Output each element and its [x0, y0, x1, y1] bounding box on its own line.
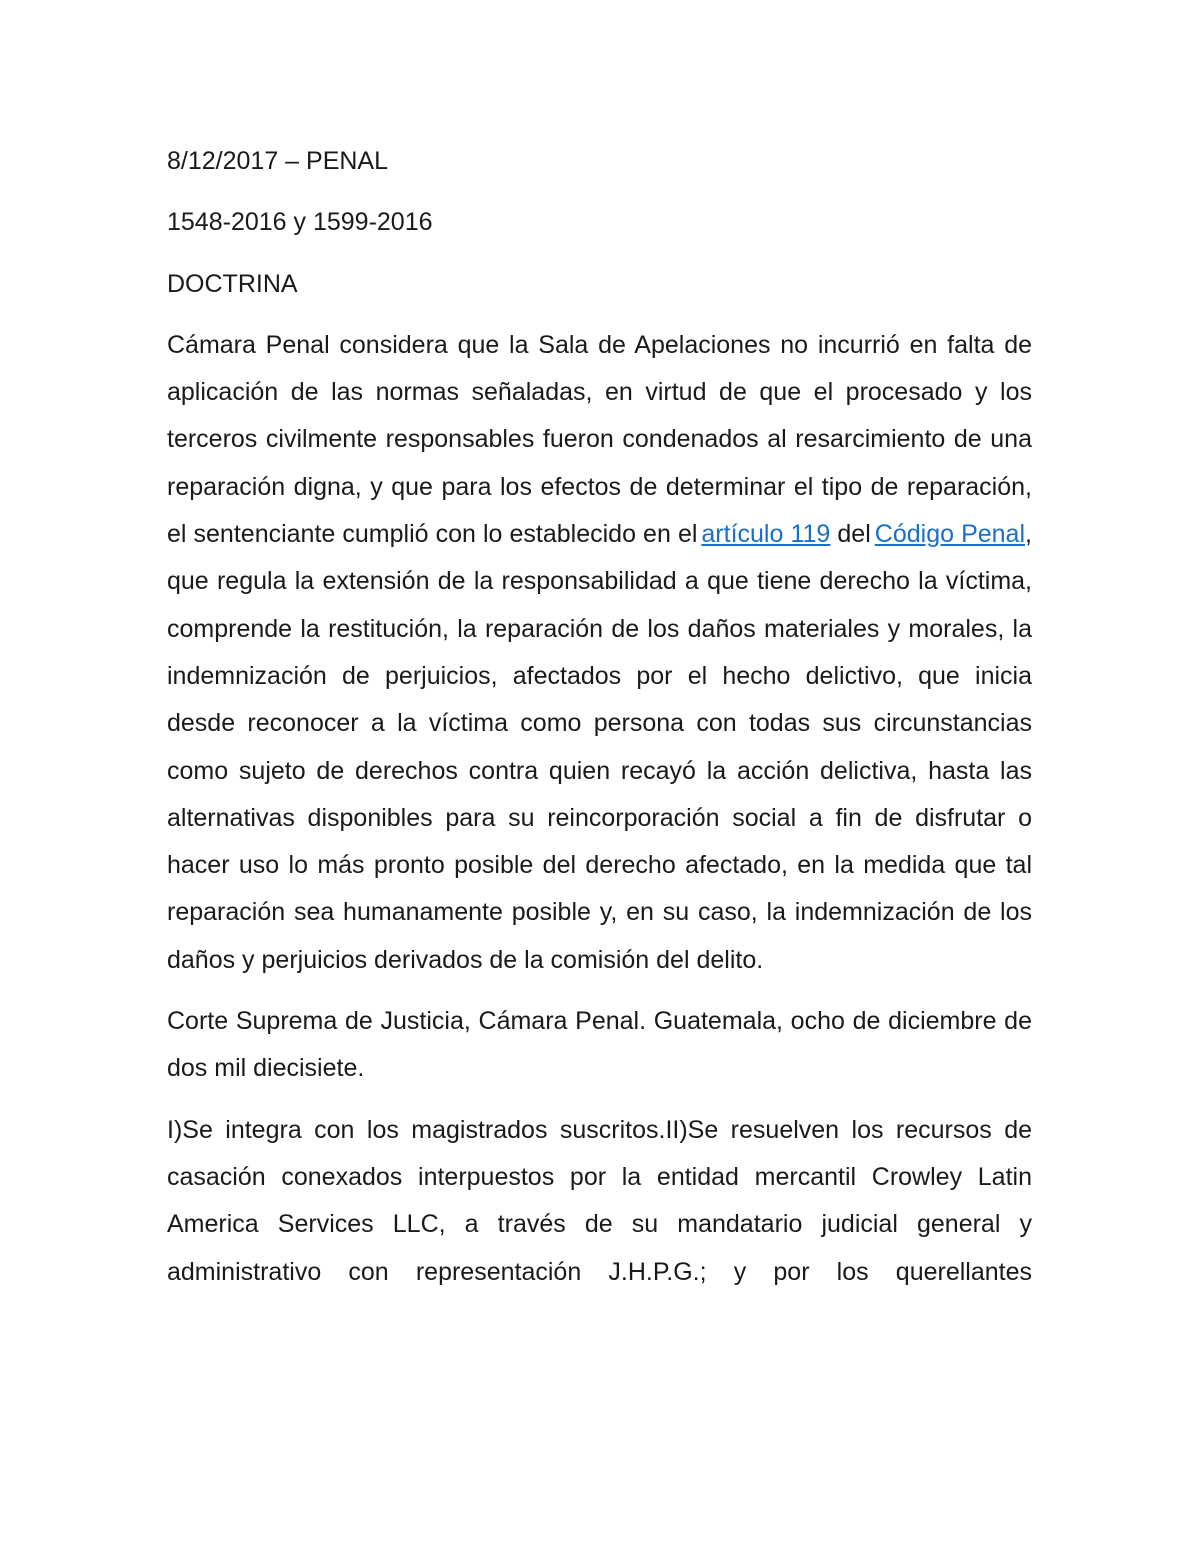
codigo-penal-link[interactable]: Código Penal: [874, 520, 1026, 549]
articulo-119-link[interactable]: artículo 119: [701, 520, 831, 549]
resolution-paragraph: I)Se integra con los magistrados suscritos.II)Se resuelven los recursos de casación conexados interpuestos por la entidad mercantil Crowley Latin America Services LLC, a través de su mandatario judicial general y administrativo con representación J.H.P.G.; y por los querellantes: [167, 1115, 1032, 1286]
date-line: 8/12/2017 – PENAL: [167, 147, 388, 175]
section-heading: DOCTRINA: [167, 269, 298, 298]
doctrine-text-start: Cámara Penal considera que la Sala de Apelaciones no incurrió en falta de aplicación de las normas señaladas, en virtud de que el procesado y los terceros civilmente responsables fueron condenados al resarcimiento de una reparación digna, y que para los efectos de determinar el tipo de reparación, el sentenciante cumplió con lo establecido en el: [167, 330, 1032, 549]
court-paragraph: Corte Suprema de Justicia, Cámara Penal. Guatemala, ocho de diciembre de dos mil diecisiete.: [167, 1007, 1032, 1083]
doctrine-text-end: , que regula la extensión de la responsabilidad a que tiene derecho la víctima, comprende la restitución, la reparación de los daños materiales y morales, la indemnización de perjuicios, afectados por el hecho delictivo, que inicia desde reconocer a la víctima como persona con todas sus circunstancias como sujeto de derechos contra quien recayó la acción delictiva, hasta las alternativas disponibles para su reincorporación social a fin de disfrutar o hacer uso lo más pronto posible del derecho afectado, en la medida que tal reparación sea humanamente posible y, en su caso, la indemnización de los daños y perjuicios derivados de la comisión del delito.: [167, 520, 1032, 974]
document-body: [167, 138, 1032, 1310]
case-numbers: 1548-2016 y 1599-2016: [167, 208, 433, 237]
doctrine-paragraph: [167, 322, 1032, 984]
doctrine-text-between: del: [837, 520, 871, 549]
